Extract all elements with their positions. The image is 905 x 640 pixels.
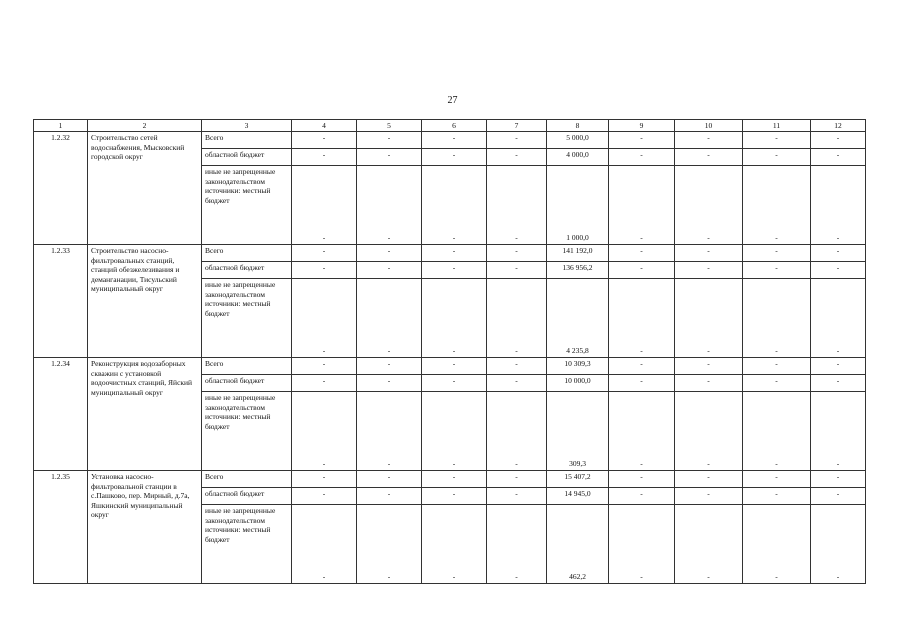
funding-source: иные не запрещенные законодательством источники: местный бюджет: [202, 166, 292, 245]
funding-source: иные не запрещенные законодательством источники: местный бюджет: [202, 279, 292, 358]
value-cell-col-7: -: [487, 262, 547, 279]
value-cell-col-10: -: [675, 132, 743, 149]
value-cell-col-4: -: [292, 488, 357, 505]
value-cell-col-8: 141 192,0: [547, 245, 609, 262]
value-cell-col-6: -: [422, 375, 487, 392]
value-cell-col-9: -: [609, 375, 675, 392]
value-cell-col-9: -: [609, 279, 675, 358]
item-name: Установка насосно-фильтровальной станции в с.Пашково, пер. Мирный, д.7а, Яшкинский муниципальный округ: [88, 471, 202, 584]
item-code: 1.2.32: [34, 132, 88, 245]
value-cell-col-6: -: [422, 149, 487, 166]
item-name: Строительство насосно-фильтровальных станций, станций обезжелезивания и деманганации, Тисульский муниципальный округ: [88, 245, 202, 358]
value-cell-col-4: -: [292, 358, 357, 375]
item-code: 1.2.35: [34, 471, 88, 584]
value-cell-col-9: -: [609, 488, 675, 505]
value-cell-col-12: -: [811, 149, 866, 166]
value-cell-col-7: -: [487, 471, 547, 488]
value-cell-col-8: 462,2: [547, 505, 609, 584]
value-cell-col-9: -: [609, 166, 675, 245]
funding-source: областной бюджет: [202, 488, 292, 505]
value-cell-col-5: -: [357, 488, 422, 505]
value-cell-col-9: -: [609, 471, 675, 488]
table-row: [34, 471, 866, 488]
value-cell-col-10: -: [675, 375, 743, 392]
value-cell-col-6: -: [422, 471, 487, 488]
value-cell-col-11: -: [743, 279, 811, 358]
value-cell-col-5: -: [357, 262, 422, 279]
value-cell-col-5: -: [357, 375, 422, 392]
table-row: [34, 358, 866, 375]
value-cell-col-8: 15 407,2: [547, 471, 609, 488]
value-cell-col-10: -: [675, 279, 743, 358]
value-cell-col-10: -: [675, 166, 743, 245]
value-cell-col-8: 4 235,8: [547, 279, 609, 358]
value-cell-col-7: -: [487, 166, 547, 245]
value-cell-col-9: -: [609, 262, 675, 279]
value-cell-col-11: -: [743, 132, 811, 149]
value-cell-col-12: -: [811, 375, 866, 392]
page-number: 27: [447, 95, 458, 106]
funding-source: Всего: [202, 132, 292, 149]
value-cell-col-12: -: [811, 505, 866, 584]
value-cell-col-8: 10 000,0: [547, 375, 609, 392]
value-cell-col-6: -: [422, 245, 487, 262]
value-cell-col-12: -: [811, 245, 866, 262]
value-cell-col-6: -: [422, 505, 487, 584]
value-cell-col-4: -: [292, 262, 357, 279]
value-cell-col-8: 1 000,0: [547, 166, 609, 245]
value-cell-col-7: -: [487, 392, 547, 471]
value-cell-col-6: -: [422, 392, 487, 471]
value-cell-col-11: -: [743, 149, 811, 166]
item-name: Реконструкция водозаборных скважин с установкой водоочистных станций, Яйский муниципальный округ: [88, 358, 202, 471]
value-cell-col-7: -: [487, 245, 547, 262]
value-cell-col-11: -: [743, 488, 811, 505]
value-cell-col-4: -: [292, 392, 357, 471]
value-cell-col-5: -: [357, 279, 422, 358]
value-cell-col-4: -: [292, 279, 357, 358]
value-cell-col-10: -: [675, 392, 743, 471]
header-cell-10: 10: [675, 120, 743, 132]
value-cell-col-6: -: [422, 279, 487, 358]
value-cell-col-4: -: [292, 245, 357, 262]
value-cell-col-6: -: [422, 488, 487, 505]
value-cell-col-10: -: [675, 245, 743, 262]
funding-source: иные не запрещенные законодательством источники: местный бюджет: [202, 392, 292, 471]
header-cell-3: 3: [202, 120, 292, 132]
value-cell-col-8: 136 956,2: [547, 262, 609, 279]
value-cell-col-9: -: [609, 149, 675, 166]
value-cell-col-12: -: [811, 132, 866, 149]
header-cell-4: 4: [292, 120, 357, 132]
header-cell-7: 7: [487, 120, 547, 132]
value-cell-col-9: -: [609, 358, 675, 375]
value-cell-col-7: -: [487, 505, 547, 584]
value-cell-col-9: -: [609, 132, 675, 149]
value-cell-col-11: -: [743, 245, 811, 262]
value-cell-col-4: -: [292, 166, 357, 245]
table-body: [34, 120, 866, 584]
funding-source: иные не запрещенные законодательством источники: местный бюджет: [202, 505, 292, 584]
value-cell-col-5: -: [357, 358, 422, 375]
value-cell-col-5: -: [357, 132, 422, 149]
funding-source: Всего: [202, 245, 292, 262]
header-cell-11: 11: [743, 120, 811, 132]
value-cell-col-12: -: [811, 166, 866, 245]
value-cell-col-8: 5 000,0: [547, 132, 609, 149]
value-cell-col-4: -: [292, 375, 357, 392]
funding-source: областной бюджет: [202, 375, 292, 392]
funding-source: Всего: [202, 358, 292, 375]
value-cell-col-7: -: [487, 132, 547, 149]
value-cell-col-5: -: [357, 392, 422, 471]
value-cell-col-11: -: [743, 505, 811, 584]
value-cell-col-10: -: [675, 471, 743, 488]
value-cell-col-12: -: [811, 279, 866, 358]
value-cell-col-4: -: [292, 132, 357, 149]
value-cell-col-9: -: [609, 245, 675, 262]
table-row: [34, 132, 866, 149]
header-cell-1: 1: [34, 120, 88, 132]
value-cell-col-6: -: [422, 358, 487, 375]
value-cell-col-4: -: [292, 471, 357, 488]
value-cell-col-5: -: [357, 505, 422, 584]
value-cell-col-4: -: [292, 505, 357, 584]
header-cell-5: 5: [357, 120, 422, 132]
item-code: 1.2.33: [34, 245, 88, 358]
value-cell-col-12: -: [811, 392, 866, 471]
table-row: [34, 245, 866, 262]
value-cell-col-6: -: [422, 166, 487, 245]
value-cell-col-5: -: [357, 149, 422, 166]
value-cell-col-12: -: [811, 358, 866, 375]
value-cell-col-5: -: [357, 166, 422, 245]
value-cell-col-5: -: [357, 245, 422, 262]
value-cell-col-12: -: [811, 488, 866, 505]
value-cell-col-8: 14 945,0: [547, 488, 609, 505]
value-cell-col-11: -: [743, 166, 811, 245]
item-name: Строительство сетей водоснабжения, Мысковский городской округ: [88, 132, 202, 245]
funding-source: Всего: [202, 471, 292, 488]
value-cell-col-6: -: [422, 262, 487, 279]
value-cell-col-10: -: [675, 488, 743, 505]
value-cell-col-10: -: [675, 262, 743, 279]
value-cell-col-6: -: [422, 132, 487, 149]
value-cell-col-5: -: [357, 471, 422, 488]
funding-source: областной бюджет: [202, 262, 292, 279]
value-cell-col-12: -: [811, 471, 866, 488]
header-cell-12: 12: [811, 120, 866, 132]
header-cell-9: 9: [609, 120, 675, 132]
header-cell-8: 8: [547, 120, 609, 132]
value-cell-col-10: -: [675, 358, 743, 375]
budget-table: [33, 119, 866, 584]
value-cell-col-7: -: [487, 149, 547, 166]
value-cell-col-7: -: [487, 375, 547, 392]
table-header-row: [34, 120, 866, 132]
funding-source: областной бюджет: [202, 149, 292, 166]
value-cell-col-11: -: [743, 375, 811, 392]
value-cell-col-7: -: [487, 358, 547, 375]
value-cell-col-7: -: [487, 279, 547, 358]
item-code: 1.2.34: [34, 358, 88, 471]
value-cell-col-7: -: [487, 488, 547, 505]
value-cell-col-10: -: [675, 149, 743, 166]
value-cell-col-11: -: [743, 392, 811, 471]
value-cell-col-8: 309,3: [547, 392, 609, 471]
value-cell-col-11: -: [743, 262, 811, 279]
value-cell-col-9: -: [609, 392, 675, 471]
value-cell-col-10: -: [675, 505, 743, 584]
value-cell-col-11: -: [743, 358, 811, 375]
value-cell-col-9: -: [609, 505, 675, 584]
value-cell-col-8: 10 309,3: [547, 358, 609, 375]
header-cell-6: 6: [422, 120, 487, 132]
value-cell-col-8: 4 000,0: [547, 149, 609, 166]
header-cell-2: 2: [88, 120, 202, 132]
value-cell-col-11: -: [743, 471, 811, 488]
value-cell-col-4: -: [292, 149, 357, 166]
value-cell-col-12: -: [811, 262, 866, 279]
